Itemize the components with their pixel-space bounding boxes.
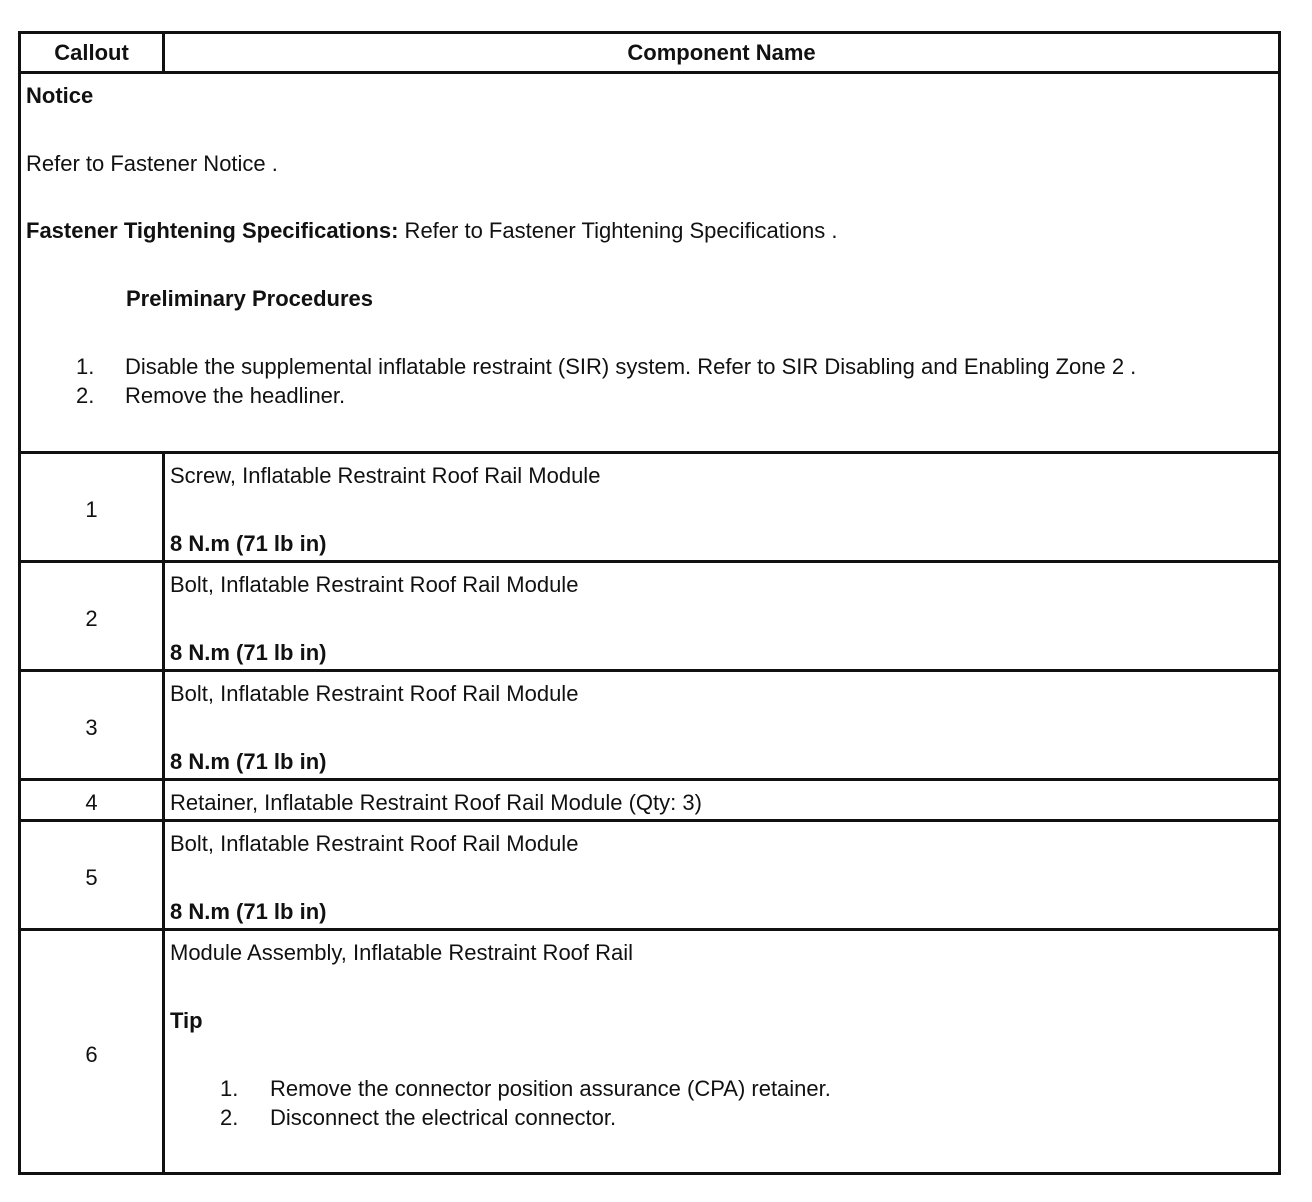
component-name: Module Assembly, Inflatable Restraint Roof Rail: [170, 940, 634, 965]
row-divider: [21, 669, 1278, 672]
row-divider: [21, 928, 1278, 931]
preliminary-title: Preliminary Procedures: [126, 286, 374, 311]
fastener-spec-text: Refer to Fastener Tightening Specifications .: [398, 218, 838, 243]
preliminary-step-number: 1.: [76, 354, 95, 379]
callout-number: 1: [85, 497, 98, 522]
component-name: Screw, Inflatable Restraint Roof Rail Module: [170, 463, 601, 488]
preliminary-step-number: 2.: [76, 383, 95, 408]
row-divider: [21, 560, 1278, 563]
notice-refer-text: Refer to Fastener Notice .: [26, 151, 278, 176]
callout-number: 6: [85, 1042, 98, 1067]
tip-step-number: 1.: [220, 1076, 239, 1101]
torque-spec: 8 N.m (71 lb in): [170, 531, 327, 556]
preliminary-step-text: Remove the headliner.: [125, 383, 346, 408]
callout-number: 2: [85, 606, 98, 631]
row-divider: [21, 778, 1278, 781]
fastener-spec-line: [26, 218, 837, 244]
component-name: Bolt, Inflatable Restraint Roof Rail Module: [170, 572, 579, 597]
callout-number: 5: [85, 865, 98, 890]
fastener-spec-label: Fastener Tightening Specifications:: [26, 218, 399, 243]
notice-title: Notice: [26, 83, 94, 108]
torque-spec: 8 N.m (71 lb in): [170, 749, 327, 774]
tip-step-text: Disconnect the electrical connector.: [270, 1105, 617, 1130]
header-divider: [162, 34, 165, 74]
preliminary-step-text: Disable the supplemental inflatable restraint (SIR) system. Refer to SIR Disabling and Enabling Zone 2 .: [125, 354, 1137, 379]
row-divider: [21, 71, 1278, 74]
header-component-name: Component Name: [627, 39, 816, 65]
torque-spec: 8 N.m (71 lb in): [170, 640, 327, 665]
component-name: Bolt, Inflatable Restraint Roof Rail Module: [170, 681, 579, 706]
header-callout: Callout: [54, 39, 129, 65]
callout-number: 4: [85, 790, 98, 815]
component-name: Retainer, Inflatable Restraint Roof Rail Module (Qty: 3): [170, 790, 702, 815]
torque-spec: 8 N.m (71 lb in): [170, 899, 327, 924]
component-table: [18, 31, 1281, 1175]
tip-step-number: 2.: [220, 1105, 239, 1130]
row-divider: [21, 451, 1278, 454]
tip-title: Tip: [170, 1008, 203, 1033]
row-divider: [21, 819, 1278, 822]
component-name: Bolt, Inflatable Restraint Roof Rail Module: [170, 831, 579, 856]
tip-step-text: Remove the connector position assurance (CPA) retainer.: [270, 1076, 831, 1101]
callout-number: 3: [85, 715, 98, 740]
